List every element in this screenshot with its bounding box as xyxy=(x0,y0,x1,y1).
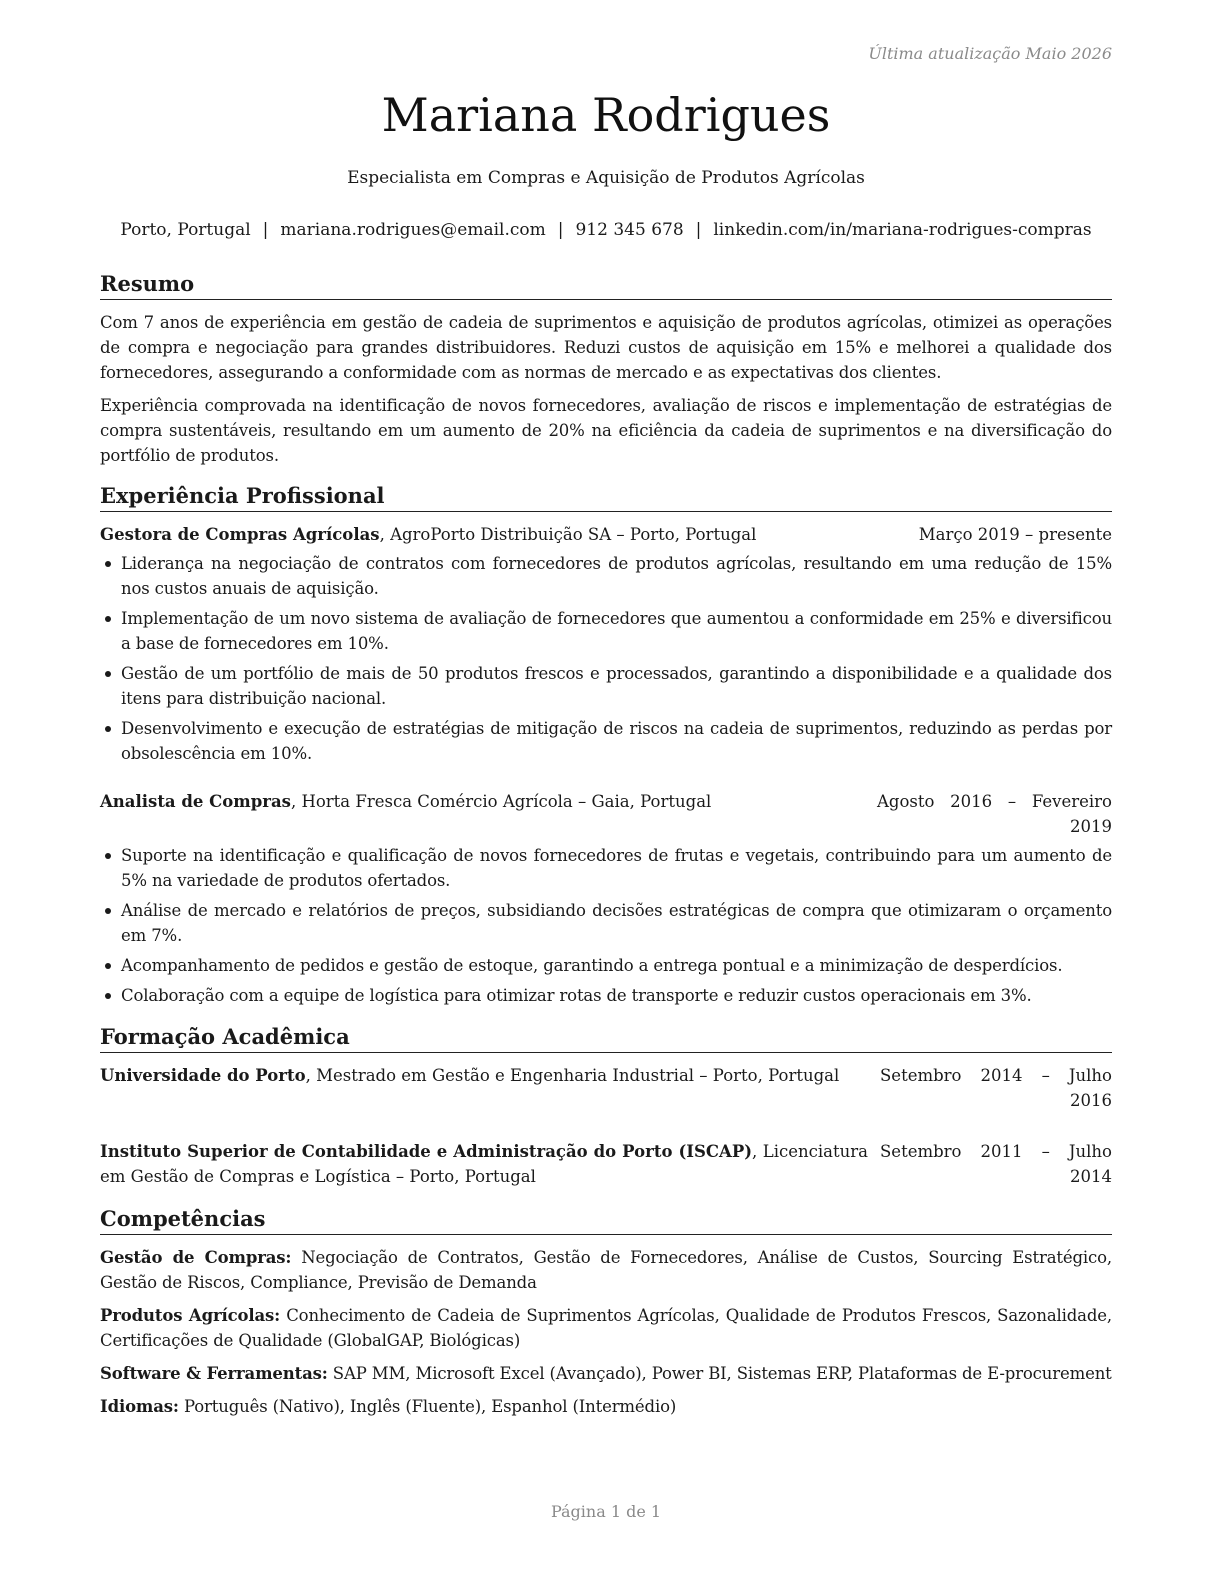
education-dates: Setembro 2011 – Julho 2014 xyxy=(880,1142,1112,1186)
skill-label: Software & Ferramentas: xyxy=(100,1364,328,1383)
list-item: Análise de mercado e relatórios de preços, subsidiando decisões estratégicas de compra que otimizaram o orçamento em 7%. xyxy=(100,898,1112,948)
school-name: Instituto Superior de Contabilidade e Administração do Porto (ISCAP) xyxy=(100,1142,753,1161)
list-item: Liderança na negociação de contratos com fornecedores de produtos agrícolas, resultando em uma redução de 15% nos custos anuais de aquisição. xyxy=(100,551,1112,601)
separator: | xyxy=(695,220,702,240)
section-title-education: Formação Acadêmica xyxy=(100,1023,1112,1053)
contact-email[interactable]: mariana.rodrigues@email.com xyxy=(280,220,546,240)
contact-line xyxy=(94,220,1118,240)
contact-location: Porto, Portugal xyxy=(120,220,251,240)
education-entry xyxy=(100,1139,1112,1189)
job-role: Gestora de Compras Agrícolas xyxy=(100,525,380,544)
experience-section xyxy=(100,482,1112,1008)
skill-value: Negociação de Contratos, Gestão de Fornecedores, Análise de Custos, Sourcing Estratégico, Gestão de Riscos, Compliance, Previsão de Demanda xyxy=(100,1248,1112,1292)
section-title-summary: Resumo xyxy=(100,270,1112,300)
contact-phone[interactable]: 912 345 678 xyxy=(575,220,684,240)
list-item: Colaboração com a equipe de logística para otimizar rotas de transporte e reduzir custos operacionais em 3%. xyxy=(100,983,1112,1008)
skill-label: Gestão de Compras: xyxy=(100,1248,292,1267)
education-entry xyxy=(100,1063,1112,1113)
summary-paragraph: Com 7 anos de experiência em gestão de cadeia de suprimentos e aquisição de produtos agrícolas, otimizei as operações de compra e negociação para grandes distribuidores. Reduzi custos de aquisição em 15% e melhorei a qualidade dos fornecedores, assegurando a conformidade com as normas de mercado e as expectativas dos clientes. xyxy=(100,313,1112,382)
degree-detail: , Mestrado em Gestão e Engenharia Industrial – Porto, Portugal xyxy=(305,1066,840,1085)
section-title-skills: Competências xyxy=(100,1205,1112,1235)
skill-value: Português (Nativo), Inglês (Fluente), Espanhol (Intermédio) xyxy=(178,1397,677,1416)
list-item: Gestão de um portfólio de mais de 50 produtos frescos e processados, garantindo a disponibilidade e a qualidade dos itens para distribuição nacional. xyxy=(100,661,1112,711)
last-updated: Última atualização Maio 2026 xyxy=(868,44,1112,63)
summary-paragraph: Experiência comprovada na identificação de novos fornecedores, avaliação de riscos e implementação de estratégias de compra sustentáveis, resultando em um aumento de 20% na eficiência da cadeia de suprimentos e na diversificação do portfólio de produtos. xyxy=(100,396,1112,465)
job-header xyxy=(100,522,1112,547)
education-section xyxy=(100,1023,1112,1189)
skill-group xyxy=(100,1394,1112,1419)
summary-section xyxy=(100,270,1112,468)
skill-label: Produtos Agrícolas: xyxy=(100,1306,281,1325)
job-header xyxy=(100,789,1112,839)
resume-page xyxy=(100,0,1112,1584)
job-company: , AgroPorto Distribuição SA – Porto, Portugal xyxy=(379,525,757,544)
job-bullets xyxy=(100,551,1112,766)
contact-linkedin[interactable]: linkedin.com/in/mariana-rodrigues-compras xyxy=(713,220,1092,240)
skill-group xyxy=(100,1303,1112,1353)
list-item: Acompanhamento de pedidos e gestão de estoque, garantindo a entrega pontual e a minimização de desperdícios. xyxy=(100,953,1112,978)
job-entry xyxy=(100,789,1112,1008)
job-company: , Horta Fresca Comércio Agrícola – Gaia, Portugal xyxy=(290,792,712,811)
resume-content xyxy=(100,270,1112,1427)
skill-group xyxy=(100,1245,1112,1295)
skill-group xyxy=(100,1361,1112,1386)
headline: Especialista em Compras e Aquisição de Produtos Agrícolas xyxy=(347,168,865,188)
education-dates: Setembro 2014 – Julho 2016 xyxy=(880,1066,1112,1110)
job-entry xyxy=(100,522,1112,766)
skill-label: Idiomas: xyxy=(100,1397,179,1416)
list-item: Suporte na identificação e qualificação de novos fornecedores de frutas e vegetais, contribuindo para um aumento de 5% na variedade de produtos ofertados. xyxy=(100,843,1112,893)
job-dates: Março 2019 – presente xyxy=(918,525,1112,544)
skills-section xyxy=(100,1205,1112,1419)
separator: | xyxy=(262,220,269,240)
candidate-name: Mariana Rodrigues xyxy=(381,88,831,142)
section-title-experience: Experiência Profissional xyxy=(100,482,1112,512)
skill-value: SAP MM, Microsoft Excel (Avançado), Power BI, Sistemas ERP, Plataformas de E-procurement xyxy=(327,1364,1112,1383)
degree-detail: , Licenciatura em Gestão de Compras e Logística – Porto, Portugal xyxy=(100,1142,868,1186)
job-bullets xyxy=(100,843,1112,1008)
separator: | xyxy=(557,220,564,240)
school-name: Universidade do Porto xyxy=(100,1066,306,1085)
list-item: Implementação de um novo sistema de avaliação de fornecedores que aumentou a conformidade em 25% e diversificou a base de fornecedores em 10%. xyxy=(100,606,1112,656)
list-item: Desenvolvimento e execução de estratégias de mitigação de riscos na cadeia de suprimentos, reduzindo as perdas por obsolescência em 10%. xyxy=(100,716,1112,766)
page-number: Página 1 de 1 xyxy=(550,1502,662,1521)
job-role: Analista de Compras xyxy=(100,792,291,811)
job-dates: Agosto 2016 – Fevereiro 2019 xyxy=(877,792,1112,836)
skill-value: Conhecimento de Cadeia de Suprimentos Agrícolas, Qualidade de Produtos Frescos, Sazonalidade, Certificações de Qualidade (GlobalGAP, Biológicas) xyxy=(100,1306,1112,1350)
